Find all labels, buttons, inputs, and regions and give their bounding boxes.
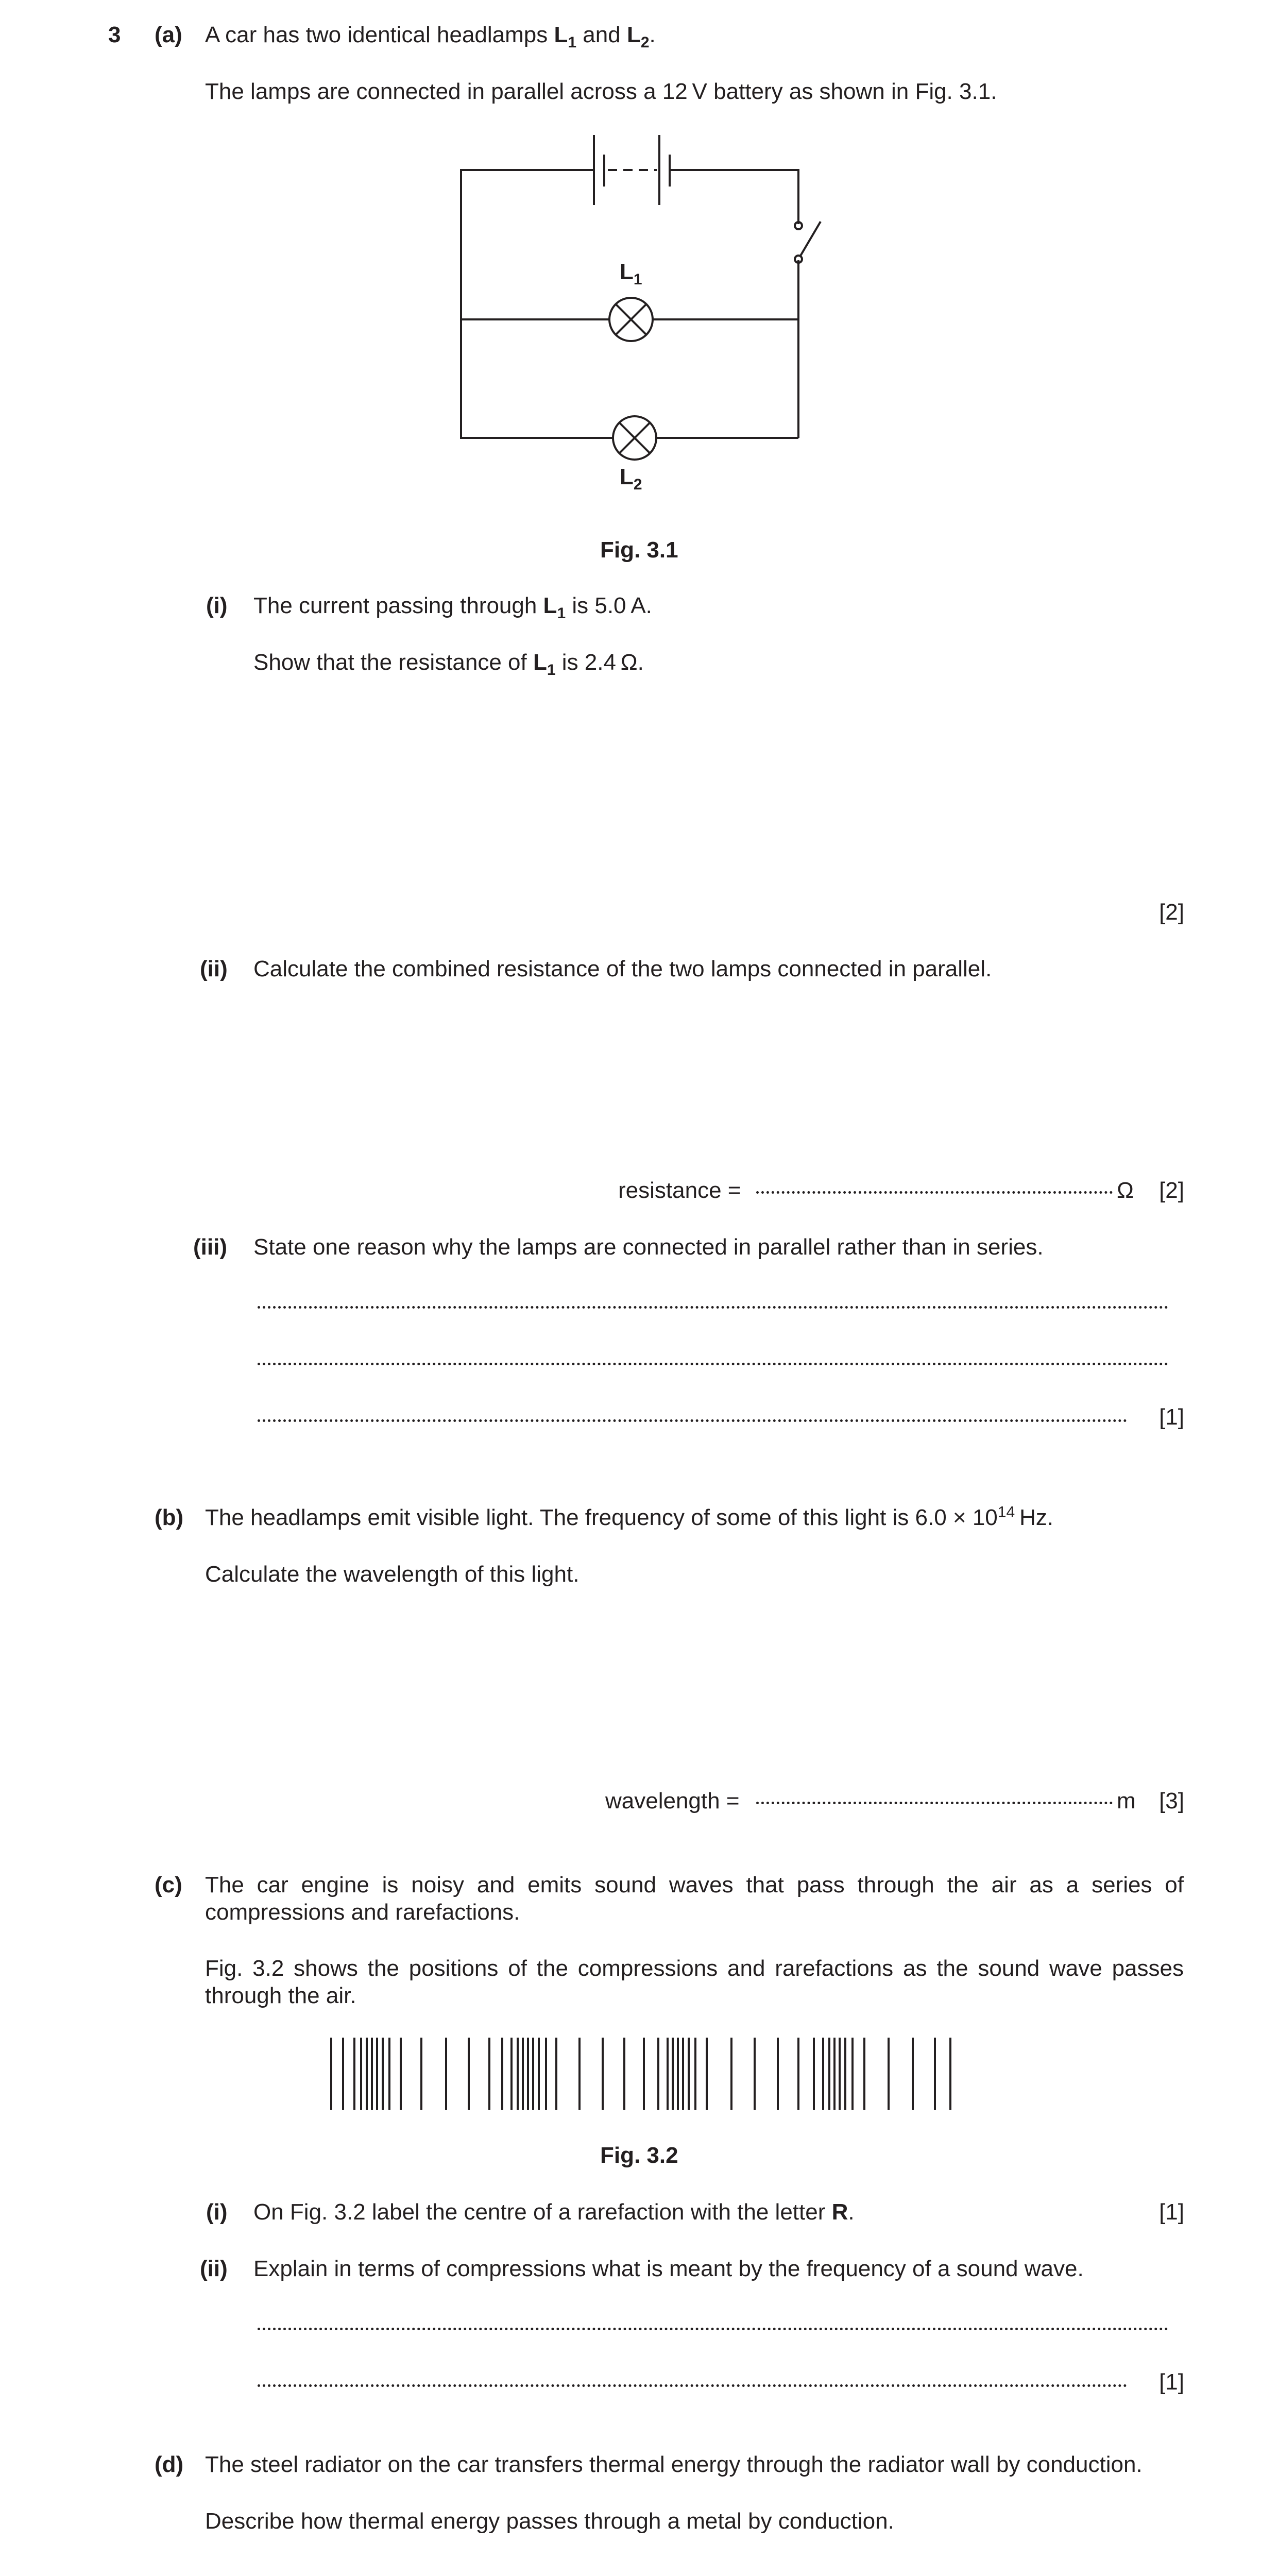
- figure-3-1-caption: Fig. 3.1: [600, 537, 678, 563]
- part-c-i-label: (i): [206, 2199, 228, 2225]
- part-a-iii-marks: [1]: [1159, 1404, 1184, 1430]
- part-c-i-marks: [1]: [1159, 2199, 1184, 2225]
- part-c-label: (c): [155, 1872, 182, 1897]
- part-d-text: The steel radiator on the car transfers thermal energy through the radiator wall by conduction.: [205, 2452, 1143, 2477]
- part-b-text: The headlamps emit visible light. The frequency of some of this light is $6.0 \times 10^{14}$ Hz.: [205, 1503, 1053, 1530]
- wavelength-answer-label: wavelength =: [605, 1788, 740, 1814]
- answer-line[interactable]: [258, 2384, 1127, 2387]
- part-a-ii-text: Calculate the combined resistance of the two lamps connected in parallel.: [253, 956, 992, 981]
- question-number: 3: [108, 22, 121, 47]
- part-c-i-text: On Fig. 3.2 label the centre of a rarefaction with the letter R.: [253, 2199, 855, 2225]
- lamp-2-label: $L_2$: [620, 464, 642, 493]
- part-a-i-line1: The current passing through $L_1$ is 5.0 A.: [253, 593, 652, 622]
- resistance-answer-label: resistance =: [618, 1178, 741, 1203]
- part-a-label: (a): [155, 22, 182, 47]
- part-a-ii-marks: [2]: [1159, 1178, 1184, 1203]
- part-c-ii-text: Explain in terms of compressions what is meant by the frequency of a sound wave.: [253, 2256, 1084, 2281]
- part-b-label: (b): [155, 1505, 184, 1530]
- part-a-i-marks: [2]: [1159, 900, 1184, 925]
- part-c-figure-text: Fig. 3.2 shows the positions of the compressions and rarefactions as the sound wave passes through the air.: [205, 1956, 1184, 2008]
- part-c-ii-label: (ii): [200, 2256, 228, 2281]
- part-d-instruction: Describe how thermal energy passes through a metal by conduction.: [205, 2509, 894, 2534]
- part-a-i-label: (i): [206, 593, 228, 618]
- part-a-ii-label: (ii): [200, 956, 228, 981]
- part-d-label: (d): [155, 2452, 184, 2477]
- part-a-intro: A car has two identical headlamps $L_1$ and $L_2$.: [205, 22, 656, 51]
- part-a-iii-label: (iii): [193, 1234, 227, 1260]
- part-a-iii-text: State one reason why the lamps are connected in parallel rather than in series.: [253, 1234, 1044, 1260]
- part-a-i-line2: Show that the resistance of $L_1$ is 2.4 Ω.: [253, 650, 644, 679]
- part-b-marks: [3]: [1159, 1788, 1184, 1814]
- resistance-unit: Ω: [1117, 1178, 1134, 1203]
- part-b-instruction: Calculate the wavelength of this light.: [205, 1562, 580, 1587]
- part-c-text: The car engine is noisy and emits sound waves that pass through the air as a series of compressions and rarefactions.: [205, 1872, 1184, 1925]
- wavelength-unit: m: [1117, 1788, 1136, 1814]
- figure-3-2-caption: Fig. 3.2: [600, 2143, 678, 2168]
- circuit-description: The lamps are connected in parallel across a 12 V battery as shown in Fig. 3.1.: [205, 79, 997, 104]
- part-c-ii-marks: [1]: [1159, 2369, 1184, 2395]
- lamp-1-label: $L_1$: [620, 259, 642, 288]
- answer-line[interactable]: [258, 2328, 1168, 2330]
